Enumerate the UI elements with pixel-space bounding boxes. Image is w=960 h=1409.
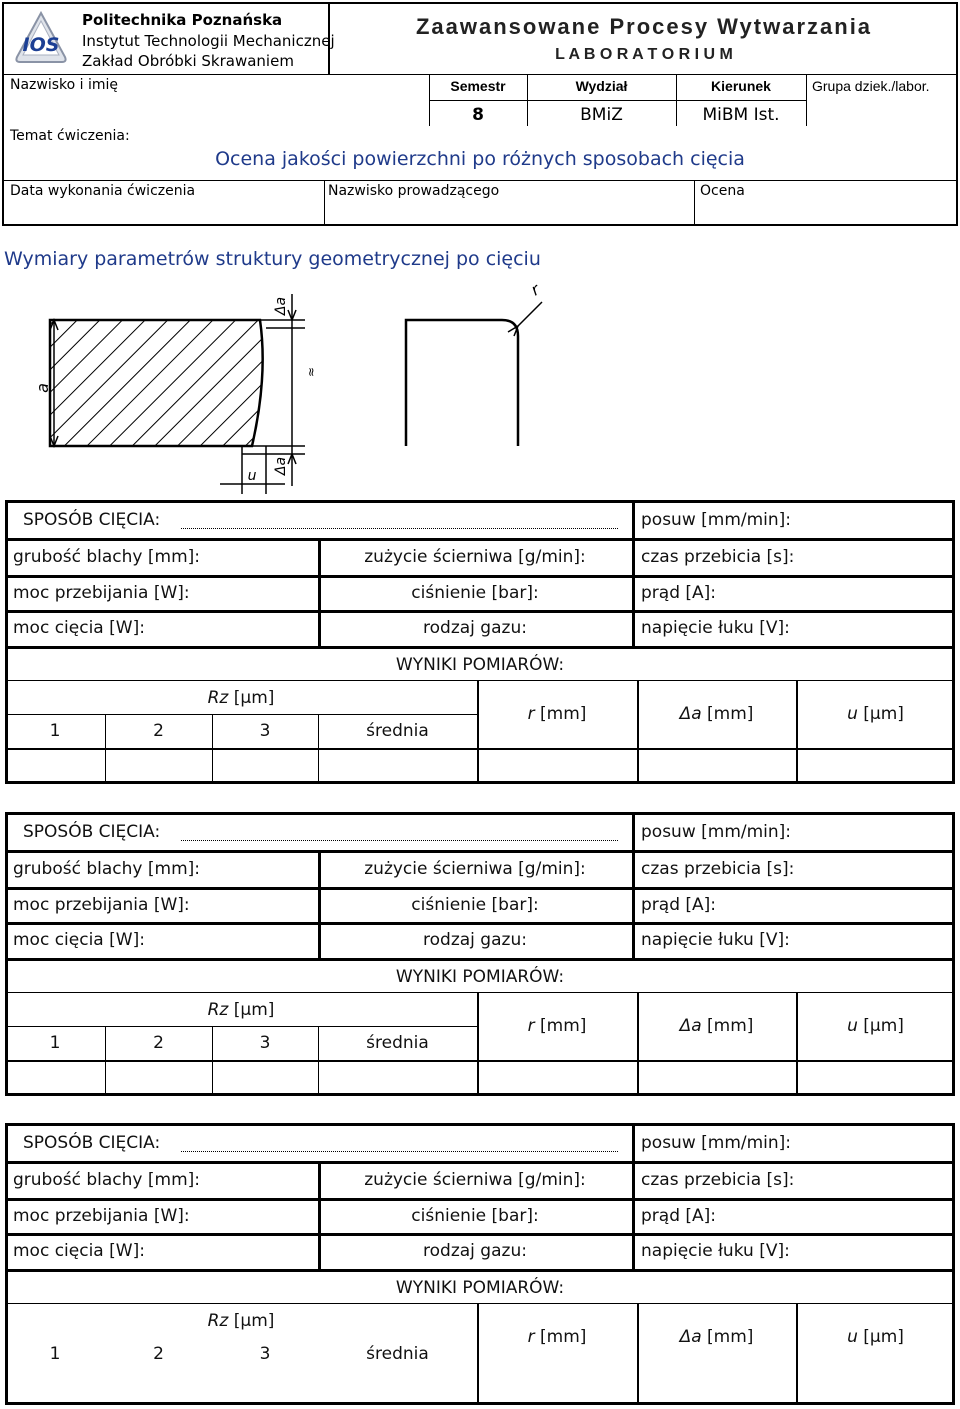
university-name: Politechnika Poznańska [82, 11, 283, 29]
method-value-line[interactable] [181, 528, 618, 529]
thickness-label: grubość blachy [mm]: [13, 1170, 200, 1190]
cut-power-label: moc cięcia [W]: [13, 618, 145, 638]
method-label: SPOSÓB CIĘCIA: [23, 510, 161, 530]
col-3-header: 3 [259, 721, 271, 741]
delta-a-symbol: Δa [679, 1016, 702, 1036]
method-value-line[interactable] [181, 840, 618, 841]
col-3-header: 3 [259, 1033, 271, 1053]
u-unit: [µm] [863, 1016, 904, 1036]
semester-label: Semestr [450, 78, 506, 94]
rz-unit: [µm] [233, 1000, 275, 1020]
u-header [796, 1016, 955, 1036]
avg-header: średnia [366, 721, 429, 741]
gas-label: rodzaj gazu: [423, 618, 527, 638]
label-r: r [527, 279, 543, 300]
lab-label: L A B O R A T O R I U M [555, 46, 733, 63]
voltage-label: napięcie łuku [V]: [641, 930, 790, 950]
r-symbol: r [527, 1016, 535, 1036]
u-symbol: u [847, 1016, 858, 1036]
current-label: prąd [A]: [641, 583, 717, 603]
method-label: SPOSÓB CIĘCIA: [23, 822, 161, 842]
date-label: Data wykonania ćwiczenia [10, 183, 196, 199]
gas-label: rodzaj gazu: [423, 1241, 527, 1261]
cutting-method-block-3 [5, 1123, 955, 1405]
current-label: prąd [A]: [641, 895, 717, 915]
r-header [477, 1327, 637, 1347]
department-name: Zakład Obróbki Skrawaniem [82, 52, 294, 70]
cutting-method-block-1 [5, 500, 955, 784]
direction-value: MiBM Ist. [702, 105, 780, 125]
pierce-power-label: moc przebijania [W]: [13, 583, 190, 603]
r-unit: [mm] [540, 1327, 587, 1347]
label-u: u [247, 468, 257, 484]
r-symbol: r [527, 1327, 535, 1347]
u-symbol: u [847, 704, 858, 724]
r-unit: [mm] [540, 704, 587, 724]
cutting-method-block-2 [5, 812, 955, 1096]
label-delta-a-top: Δa [273, 296, 289, 316]
abrasive-label: zużycie ścierniwa [g/min]: [364, 859, 586, 879]
pressure-label: ciśnienie [bar]: [411, 1206, 539, 1226]
rz-symbol: Rz [207, 1311, 229, 1331]
u-unit: [µm] [863, 704, 904, 724]
delta-a-header [637, 1016, 796, 1036]
section-title: Wymiary parametrów struktury geometrycznej po cięciu [4, 248, 541, 270]
grade-label: Ocena [700, 183, 745, 199]
pierce-power-label: moc przebijania [W]: [13, 895, 190, 915]
name-label: Nazwisko i imię [10, 77, 119, 93]
pressure-label: ciśnienie [bar]: [411, 895, 539, 915]
feed-label: posuw [mm/min]: [641, 822, 792, 842]
institute-logo [12, 10, 70, 68]
gas-label: rodzaj gazu: [423, 930, 527, 950]
topic-value: Ocena jakości powierzchni po różnych sposobach cięcia [215, 148, 745, 170]
feed-label: posuw [mm/min]: [641, 1133, 792, 1153]
course-title: Zaawansowane Procesy Wytwarzania [415, 14, 873, 39]
avg-header: średnia [366, 1344, 429, 1364]
feed-label: posuw [mm/min]: [641, 510, 792, 530]
voltage-label: napięcie łuku [V]: [641, 618, 790, 638]
cut-geometry-figure [30, 276, 570, 501]
abrasive-label: zużycie ścierniwa [g/min]: [364, 1170, 586, 1190]
header-box [2, 2, 958, 226]
rz-header [5, 1311, 477, 1331]
group-label: Grupa dziek./labor. [812, 78, 930, 94]
u-header [796, 704, 955, 724]
method-value-line[interactable] [181, 1151, 618, 1152]
pierce-time-label: czas przebicia [s]: [641, 1170, 795, 1190]
delta-a-unit: [mm] [707, 1016, 754, 1036]
delta-a-symbol: Δa [679, 1327, 702, 1347]
rz-symbol: Rz [207, 1000, 229, 1020]
instructor-label: Nazwisko prowadzącego [328, 183, 500, 199]
cut-power-label: moc cięcia [W]: [13, 1241, 145, 1261]
voltage-label: napięcie łuku [V]: [641, 1241, 790, 1261]
pierce-time-label: czas przebicia [s]: [641, 859, 795, 879]
u-unit: [µm] [863, 1327, 904, 1347]
faculty-value: BMiZ [580, 105, 623, 125]
col-3-header: 3 [259, 1344, 271, 1364]
pierce-time-label: czas przebicia [s]: [641, 547, 795, 567]
delta-a-symbol: Δa [679, 704, 702, 724]
col-1-header: 1 [49, 1344, 61, 1364]
r-symbol: r [527, 704, 535, 724]
avg-header: średnia [366, 1033, 429, 1053]
cut-power-label: moc cięcia [W]: [13, 930, 145, 950]
pierce-power-label: moc przebijania [W]: [13, 1206, 190, 1226]
delta-a-header [637, 704, 796, 724]
rz-unit: [µm] [233, 688, 275, 708]
r-header [477, 1016, 637, 1036]
label-z: ≈ [304, 366, 318, 378]
rz-header [5, 1000, 477, 1020]
delta-a-unit: [mm] [707, 704, 754, 724]
thickness-label: grubość blachy [mm]: [13, 547, 200, 567]
direction-label: Kierunek [711, 78, 771, 94]
semester-value: 8 [472, 105, 484, 125]
r-header [477, 704, 637, 724]
results-label: WYNIKI POMIARÓW: [395, 1278, 565, 1298]
rz-header [5, 688, 477, 708]
results-label: WYNIKI POMIARÓW: [395, 655, 565, 675]
pressure-label: ciśnienie [bar]: [411, 583, 539, 603]
u-header [796, 1327, 955, 1347]
u-symbol: u [847, 1327, 858, 1347]
topic-label: Temat ćwiczenia: [10, 128, 130, 144]
col-1-header: 1 [49, 721, 61, 741]
col-1-header: 1 [49, 1033, 61, 1053]
svg-text:IOS: IOS [22, 34, 60, 56]
label-delta-a-bottom: Δa [273, 456, 289, 476]
delta-a-unit: [mm] [707, 1327, 754, 1347]
delta-a-header [637, 1327, 796, 1347]
label-a: a [33, 383, 52, 393]
rz-symbol: Rz [207, 688, 229, 708]
col-2-header: 2 [153, 721, 164, 741]
current-label: prąd [A]: [641, 1206, 717, 1226]
r-unit: [mm] [540, 1016, 587, 1036]
abrasive-label: zużycie ścierniwa [g/min]: [364, 547, 586, 567]
thickness-label: grubość blachy [mm]: [13, 859, 200, 879]
method-label: SPOSÓB CIĘCIA: [23, 1133, 161, 1153]
col-2-header: 2 [153, 1344, 164, 1364]
faculty-label: Wydział [575, 78, 628, 94]
rz-unit: [µm] [233, 1311, 275, 1331]
results-label: WYNIKI POMIARÓW: [395, 967, 565, 987]
col-2-header: 2 [153, 1033, 164, 1053]
institute-name: Instytut Technologii Mechanicznej [82, 32, 335, 50]
